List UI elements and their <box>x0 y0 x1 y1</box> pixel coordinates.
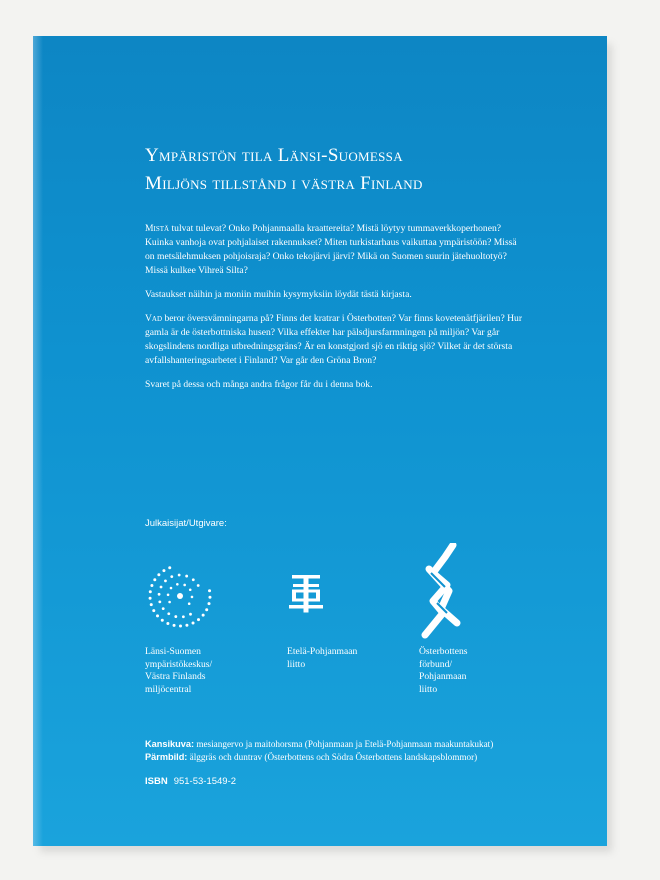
ribbon-knot-logo-icon <box>419 543 463 639</box>
publisher-name-2: Etelä-Pohjanmaan liitto <box>287 646 358 670</box>
publisher-name-1: Länsi-Suomen ympäristökeskus/ Västra Finlands miljöcentral <box>145 646 213 695</box>
isbn <box>145 776 236 787</box>
back-image-credit: Pärmbild: älggräs och duntrav (Österbottens och Södra Österbottens landskapsblommor) <box>145 751 478 762</box>
blurb-swedish-text: beror översvämningarna på? Finns det kratrar i Österbotten? Var finns kovetenätfjärilen? Hur gamla är de österbottniska husen? Vilka effekter har pälsdjursfarmningen på miljön? Var går skogslindens nordliga utbredningsgräns? Är en konstgjord sjö en riktig sjö? Vilket är det största avfallshanteringsarbetet i Finland? Var går den Gröna Bron? <box>145 313 523 366</box>
blurb-finnish-questions <box>145 222 525 278</box>
book-title <box>145 142 585 198</box>
blurb-swedish-questions <box>145 312 525 368</box>
blurb-finnish-text: tulvat tulevat? Onko Pohjanmaalla kraattereita? Mistä löytyy tummaverkkoperhonen? Kuinka vanhoja ovat pohjalaiset rakennukset? Miten turkistarhaus vaikuttaa ympäristöön? Missä on metsälehmuksen pohjoisraja? Onko tekojärvi järvi? Mikä on Suomen suurin jätehuoltotyö? Missä kulkee Vihreä Silta? <box>145 223 517 276</box>
dotted-circle-logo-icon <box>147 563 213 629</box>
isbn-label: ISBN <box>145 776 168 787</box>
isbn-number: 951-53-1549-2 <box>173 776 237 787</box>
publisher-name-3: Österbottens förbund/ Pohjanmaan liitto <box>419 646 468 695</box>
blurb-finnish-answer: Vastaukset näihin ja moniin muihin kysymyksiin löydät tästä kirjasta. <box>145 289 412 300</box>
blurb <box>145 222 525 402</box>
blurb-swedish-lead: Vad <box>145 313 163 324</box>
cover-image-credit: Kansikuva: mesiangervo ja maitohorsma (Pohjanmaan ja Etelä-Pohjanmaan maakuntakukat) <box>145 739 494 749</box>
blurb-swedish-answer: Svaret på dessa och många andra frågor får du i denna bok. <box>145 379 373 390</box>
book-back-cover <box>33 36 607 846</box>
spine-wear <box>33 36 43 846</box>
title-finnish: Ympäristön tila Länsi-Suomessa <box>145 145 403 166</box>
title-swedish: Miljöns tillstånd i västra Finland <box>145 173 423 194</box>
cover-credits <box>145 738 585 763</box>
publishers-label: Julkaisijat/Utgivare: <box>145 518 227 529</box>
regional-council-logo-icon <box>289 575 323 613</box>
blurb-finnish-lead: Mistä <box>145 223 170 234</box>
